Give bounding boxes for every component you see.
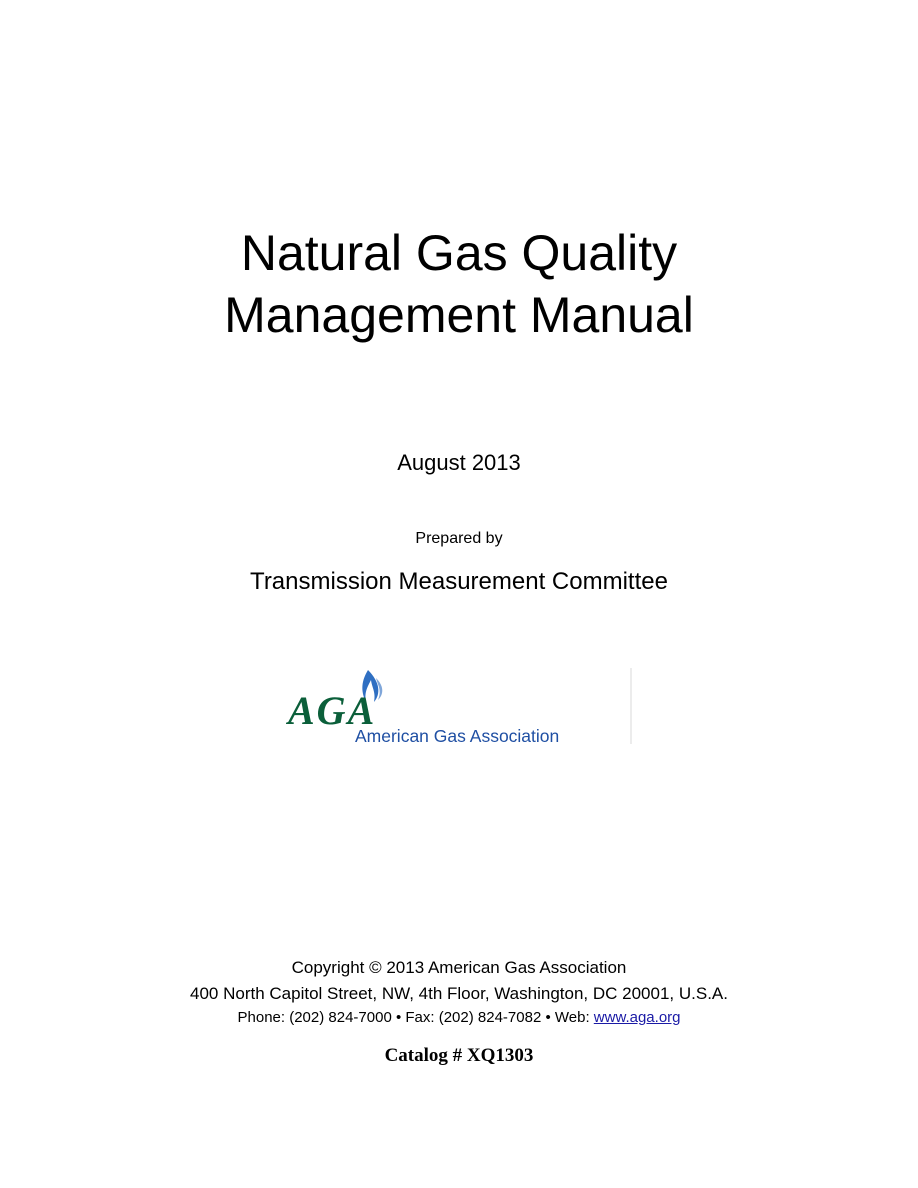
- copyright-notice: Copyright © 2013 American Gas Association: [291, 958, 627, 977]
- aga-logo-graphic: [286, 668, 634, 746]
- publication-date: August 2013: [397, 450, 521, 475]
- contact-line: [0, 1008, 918, 1028]
- committee-name: Transmission Measurement Committee: [250, 568, 668, 595]
- title-line-1: Natural Gas Quality: [240, 225, 678, 281]
- logo-acronym: AGA: [288, 688, 377, 733]
- logo-organization-name: American Gas Association: [355, 726, 560, 746]
- contact-phone-fax: Phone: (202) 824-7000 • Fax: (202) 824-7082 • Web:: [237, 1009, 594, 1026]
- website-link[interactable]: www.aga.org: [593, 1009, 681, 1026]
- aga-logo: [286, 668, 634, 746]
- organization-address: 400 North Capitol Street, NW, 4th Floor, Washington, DC 20001, U.S.A.: [190, 984, 728, 1003]
- catalog-number: Catalog # XQ1303: [384, 1045, 534, 1066]
- title-line-2: Management Manual: [224, 287, 694, 343]
- document-title: [0, 222, 918, 346]
- prepared-by-label: Prepared by: [415, 530, 503, 547]
